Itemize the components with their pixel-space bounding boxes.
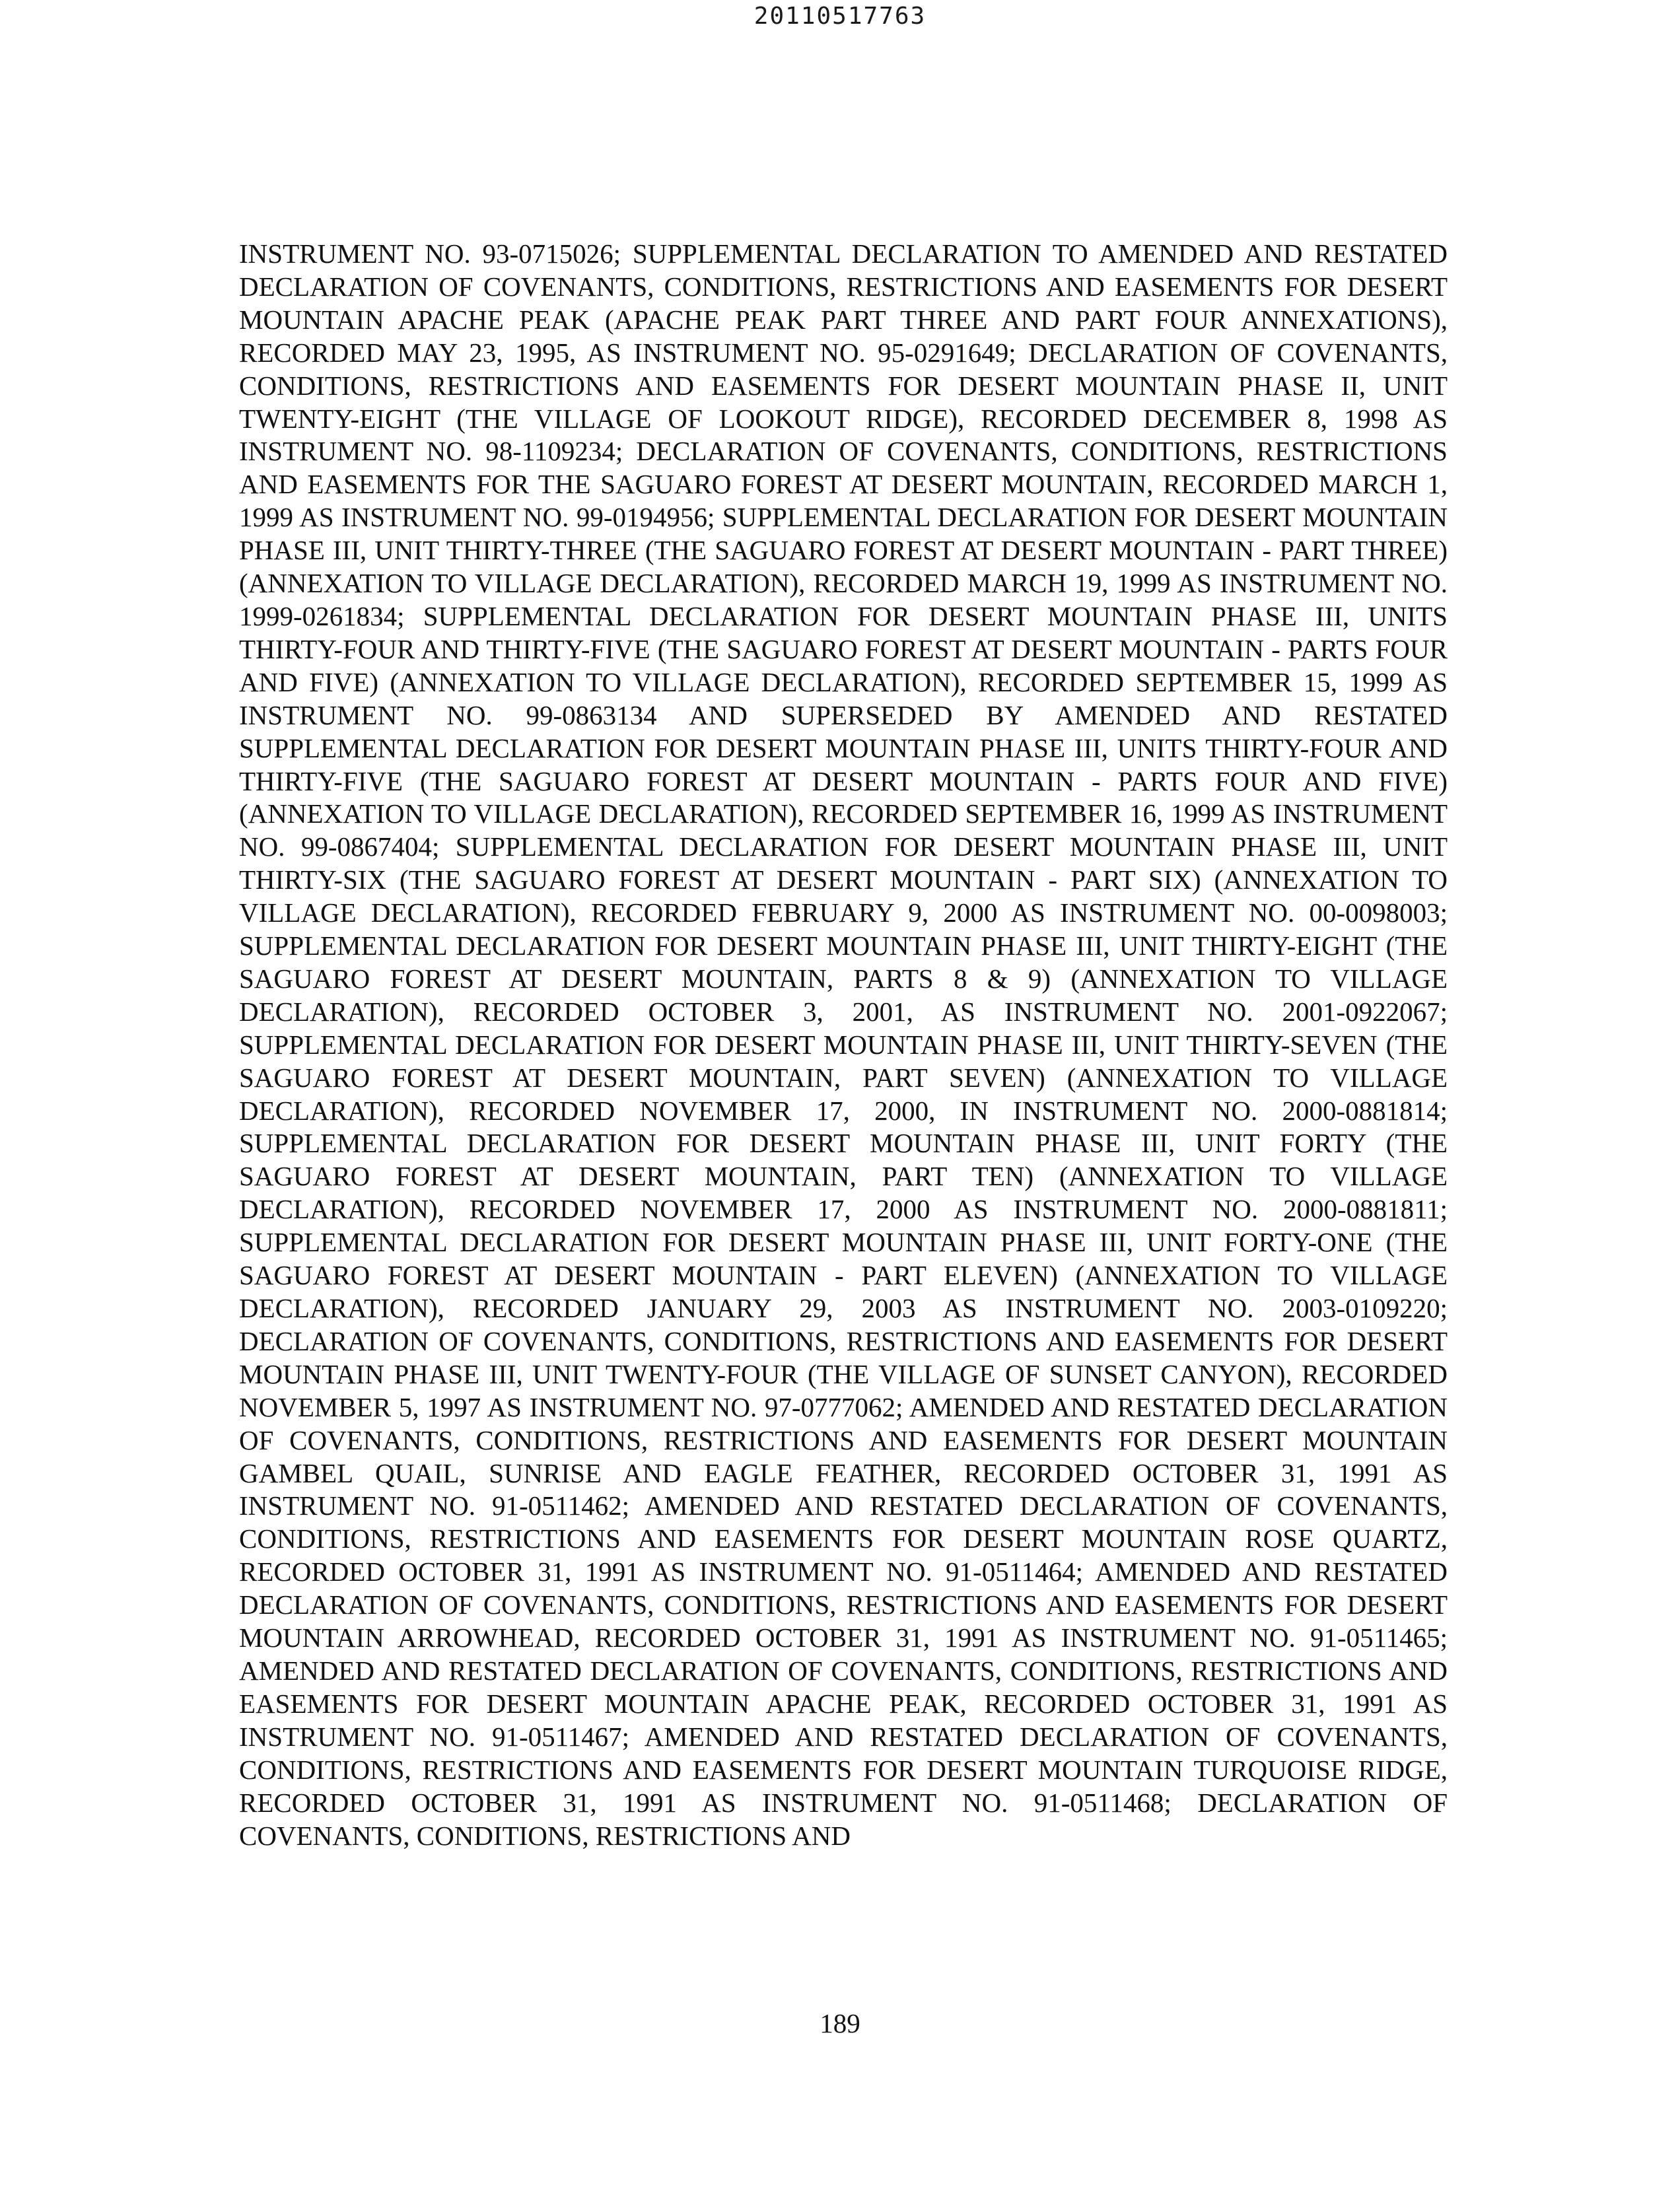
page-number: 189 (820, 2008, 860, 2038)
body-paragraph: INSTRUMENT NO. 93-0715026; SUPPLEMENTAL DECLARATION TO AMENDED AND RESTATED DECLARATION OF COVENANTS, CONDITIONS, RESTRICTIONS AND EASEMENTS FOR DESERT MOUNTAIN APACHE PEAK (APACHE PEAK PART THREE AND PART FOUR ANNEXATIONS), RECORDED MAY 23, 1995, AS INSTRUMENT NO. 95-0291649; DECLARATION OF COVENANTS, CONDITIONS, RESTRICTIONS AND EASEMENTS FOR DESERT MOUNTAIN PHASE II, UNIT TWENTY-EIGHT (THE VILLAGE OF LOOKOUT RIDGE), RECORDED DECEMBER 8, 1998 AS INSTRUMENT NO. 98-1109234; DECLARATION OF COVENANTS, CONDITIONS, RESTRICTIONS AND EASEMENTS FOR THE SAGUARO FOREST AT DESERT MOUNTAIN, RECORDED MARCH 1, 1999 AS INSTRUMENT NO. 99-0194956; SUPPLEMENTAL DECLARATION FOR DESERT MOUNTAIN PHASE III, UNIT THIRTY-THREE (THE SAGUARO FOREST AT DESERT MOUNTAIN - PART THREE) (ANNEXATION TO VILLAGE DECLARATION), RECORDED MARCH 19, 1999 AS INSTRUMENT NO. 1999-0261834; SUPPLEMENTAL DECLARATION FOR DESERT MOUNTAIN PHASE III, UNITS THIRTY-FOUR AND THIRTY-FIVE (THE SAGUARO FOREST AT DESERT MOUNTAIN - PARTS FOUR AND FIVE) (ANNEXATION TO VILLAGE DECLARATION), RECORDED SEPTEMBER 15, 1999 AS INSTRUMENT NO. 99-0863134 AND SUPERSEDED BY AMENDED AND RESTATED SUPPLEMENTAL DECLARATION FOR DESERT MOUNTAIN PHASE III, UNITS THIRTY-FOUR AND THIRTY-FIVE (THE SAGUARO FOREST AT DESERT MOUNTAIN - PARTS FOUR AND FIVE) (ANNEXATION TO VILLAGE DECLARATION), RECORDED SEPTEMBER 16, 1999 AS INSTRUMENT NO. 99-0867404; SUPPLEMENTAL DECLARATION FOR DESERT MOUNTAIN PHASE III, UNIT THIRTY-SIX (THE SAGUARO FOREST AT DESERT MOUNTAIN - PART SIX) (ANNEXATION TO VILLAGE DECLARATION), RECORDED FEBRUARY 9, 2000 AS INSTRUMENT NO. 00-0098003; SUPPLEMENTAL DECLARATION FOR DESERT MOUNTAIN PHASE III, UNIT THIRTY-EIGHT (THE SAGUARO FOREST AT DESERT MOUNTAIN, PARTS 8 & 9) (ANNEXATION TO VILLAGE DECLARATION), RECORDED OCTOBER 3, 2001, AS INSTRUMENT NO. 2001-0922067; SUPPLEMENTAL DECLARATION FOR DESERT MOUNTAIN PHASE III, UNIT THIRTY-SEVEN (THE SAGUARO FOREST AT DESERT MOUNTAIN, PART SEVEN) (ANNEXATION TO VILLAGE DECLARATION), RECORDED NOVEMBER 17, 2000, IN INSTRUMENT NO. 2000-0881814; SUPPLEMENTAL DECLARATION FOR DESERT MOUNTAIN PHASE III, UNIT FORTY (THE SAGUARO FOREST AT DESERT MOUNTAIN, PART TEN) (ANNEXATION TO VILLAGE DECLARATION), RECORDED NOVEMBER 17, 2000 AS INSTRUMENT NO. 2000-0881811; SUPPLEMENTAL DECLARATION FOR DESERT MOUNTAIN PHASE III, UNIT FORTY-ONE (THE SAGUARO FOREST AT DESERT MOUNTAIN - PART ELEVEN) (ANNEXATION TO VILLAGE DECLARATION), RECORDED JANUARY 29, 2003 AS INSTRUMENT NO. 2003-0109220; DECLARATION OF COVENANTS, CONDITIONS, RESTRICTIONS AND EASEMENTS FOR DESERT MOUNTAIN PHASE III, UNIT TWENTY-FOUR (THE VILLAGE OF SUNSET CANYON), RECORDED NOVEMBER 5, 1997 AS INSTRUMENT NO. 97-0777062; AMENDED AND RESTATED DECLARATION OF COVENANTS, CONDITIONS, RESTRICTIONS AND EASEMENTS FOR DESERT MOUNTAIN GAMBEL QUAIL, SUNRISE AND EAGLE FEATHER, RECORDED OCTOBER 31, 1991 AS INSTRUMENT NO. 91-0511462; AMENDED AND RESTATED DECLARATION OF COVENANTS, CONDITIONS, RESTRICTIONS AND EASEMENTS FOR DESERT MOUNTAIN ROSE QUARTZ, RECORDED OCTOBER 31, 1991 AS INSTRUMENT NO. 91-0511464; AMENDED AND RESTATED DECLARATION OF COVENANTS, CONDITIONS, RESTRICTIONS AND EASEMENTS FOR DESERT MOUNTAIN ARROWHEAD, RECORDED OCTOBER 31, 1991 AS INSTRUMENT NO. 91-0511465; AMENDED AND RESTATED DECLARATION OF COVENANTS, CONDITIONS, RESTRICTIONS AND EASEMENTS FOR DESERT MOUNTAIN APACHE PEAK, RECORDED OCTOBER 31, 1991 AS INSTRUMENT NO. 91-0511467; AMENDED AND RESTATED DECLARATION OF COVENANTS, CONDITIONS, RESTRICTIONS AND EASEMENTS FOR DESERT MOUNTAIN TURQUOISE RIDGE, RECORDED OCTOBER 31, 1991 AS INSTRUMENT NO. 91-0511468; DECLARATION OF COVENANTS, CONDITIONS, RESTRICTIONS AND (239, 238, 1448, 1851)
document-recording-number: 20110517763 (753, 3, 927, 30)
